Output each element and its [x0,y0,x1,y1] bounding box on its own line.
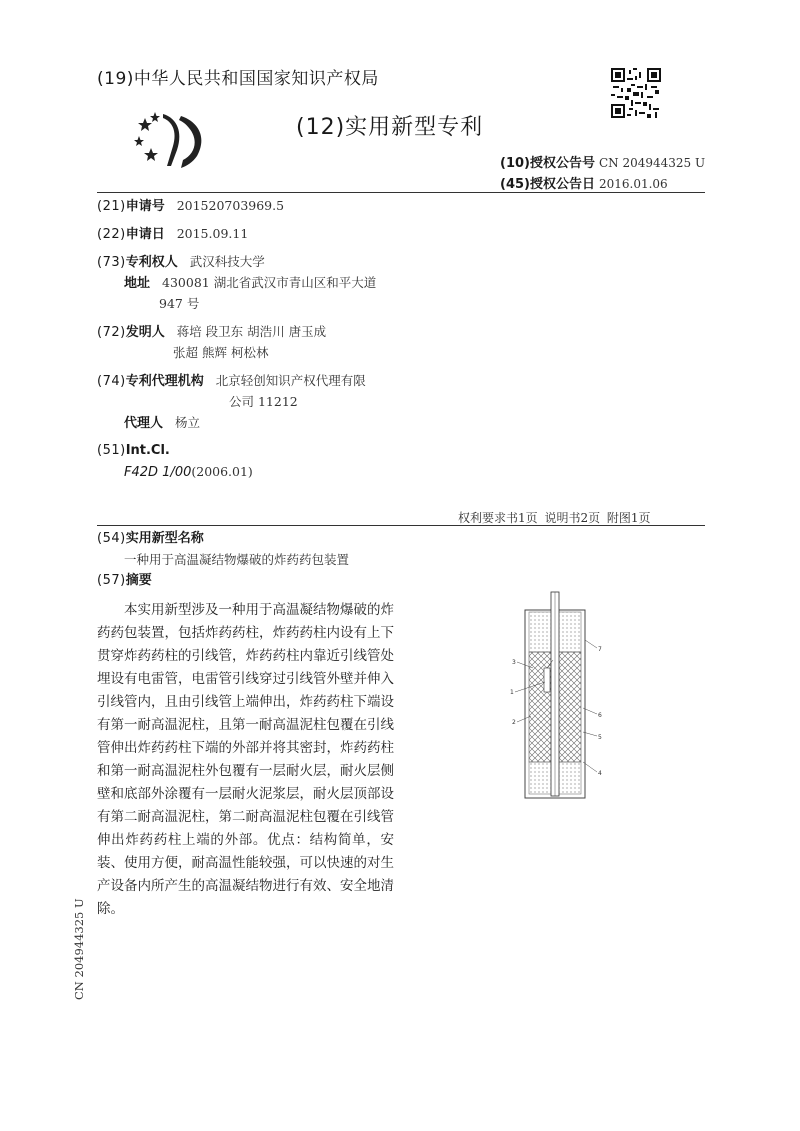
inventors-line-1: 蒋培 段卫东 胡浩川 唐玉成 [176,324,327,339]
agent-field [124,413,200,434]
application-date-field [97,224,248,245]
agency-line-1: 北京轻创知识产权代理有限 [215,373,366,388]
inventors-line-2-row [173,343,268,364]
utility-model-title-row [124,550,349,571]
field-code: (22) [97,227,126,242]
address-line-2-row [159,294,199,315]
agency-field [97,371,366,392]
publication-number-row [500,152,705,171]
field-label: 申请日 [125,227,165,242]
int-cl-field [97,441,170,461]
publication-date-row [500,173,668,192]
inventors-field [97,322,326,343]
field-label: Int.Cl. [125,443,170,458]
inventors-line-2: 张超 熊辉 柯松林 [173,345,269,360]
cnipa-logo [133,110,213,170]
address-line-1: 430081 湖北省武汉市青山区和平大道 [162,275,377,290]
abstract-heading [97,571,152,591]
field-label: 申请号 [125,199,165,214]
agency-line-2: 公司 11212 [229,394,298,409]
field-code: (54) [97,531,126,546]
side-publication-number: CN 204944325 U [72,898,86,1000]
application-date: 2015.09.11 [176,226,249,241]
field-code: (51) [97,443,126,458]
field-code: (57) [97,573,126,588]
document-type-title: (12)实用新型专利 [296,115,484,140]
qr-code [611,68,661,118]
address-field [124,273,376,294]
header-divider [97,192,705,193]
figure-label: 1 [510,689,514,696]
utility-model-title-heading [97,529,204,549]
patentee: 武汉科技大学 [189,254,265,269]
publication-number: CN 204944325 U [598,156,706,170]
field-label: 发明人 [125,325,165,340]
classification-code: F42D 1/00 [124,465,192,480]
patent-office-name: (19)中华人民共和国国家知识产权局 [97,69,379,89]
figure-label: 6 [598,712,602,719]
agent: 杨立 [175,415,201,430]
figure-label: 5 [598,734,602,741]
publication-date: 2016.01.06 [598,177,668,191]
application-number: 201520703969.5 [176,198,285,213]
field-code: (73) [97,255,126,270]
figure-label: 2 [512,719,516,726]
agency-line-2-row [229,392,298,413]
field-code: (74) [97,374,126,389]
field-label: 实用新型名称 [125,531,204,546]
publication-date-label: (45)授权公告日 [500,177,595,192]
page-count-info: 权利要求书1页 说明书2页 附图1页 [458,511,651,525]
patentee-field [97,252,265,273]
field-label: 代理人 [124,416,164,431]
field-label: 地址 [124,276,151,291]
address-line-2: 947 号 [159,296,200,311]
field-label: 专利代理机构 [125,374,204,389]
field-label: 专利权人 [125,255,178,270]
figure-label: 4 [598,770,602,777]
section-divider [97,525,705,526]
field-label: 摘要 [125,573,152,588]
field-code: (21) [97,199,126,214]
int-cl-class-row [124,462,253,483]
application-number-field [97,196,284,217]
publication-number-label: (10)授权公告号 [500,156,595,171]
classification-year: (2006.01) [191,464,253,479]
utility-model-title: 一种用于高温凝结物爆破的炸药药包装置 [124,552,350,567]
figure-label: 3 [512,659,516,666]
abstract-text: 本实用新型涉及一种用于高温凝结物爆破的炸药药包装置，包括炸药药柱，炸药药柱内设有上下贯穿炸药药柱的引线管，炸药药柱内靠近引线管处埋设有电雷管，电雷管引线穿过引线管外壁并伸入引线管内，且由引线管上端伸出，炸药药柱下端设有第一耐高温泥柱，且第一耐高温泥柱包覆在引线管伸出炸药药柱下端的外部并将其密封，炸药药柱和第一耐高温泥柱外包覆有一层耐火层，耐火层侧壁和底部外涂覆有一层耐火泥浆层，耐火层顶部设有第二耐高温泥柱，第二耐高温泥柱包覆在引线管伸出炸药药柱上端的外部。优点：结构简单，安装、使用方便，耐高温性能较强，可以快速的对生产设备内所产生的高温凝结物进行有效、安全地清除。 [97,602,394,917]
figure-label: 7 [598,646,602,653]
field-code: (72) [97,325,126,340]
patent-drawing [505,590,615,800]
